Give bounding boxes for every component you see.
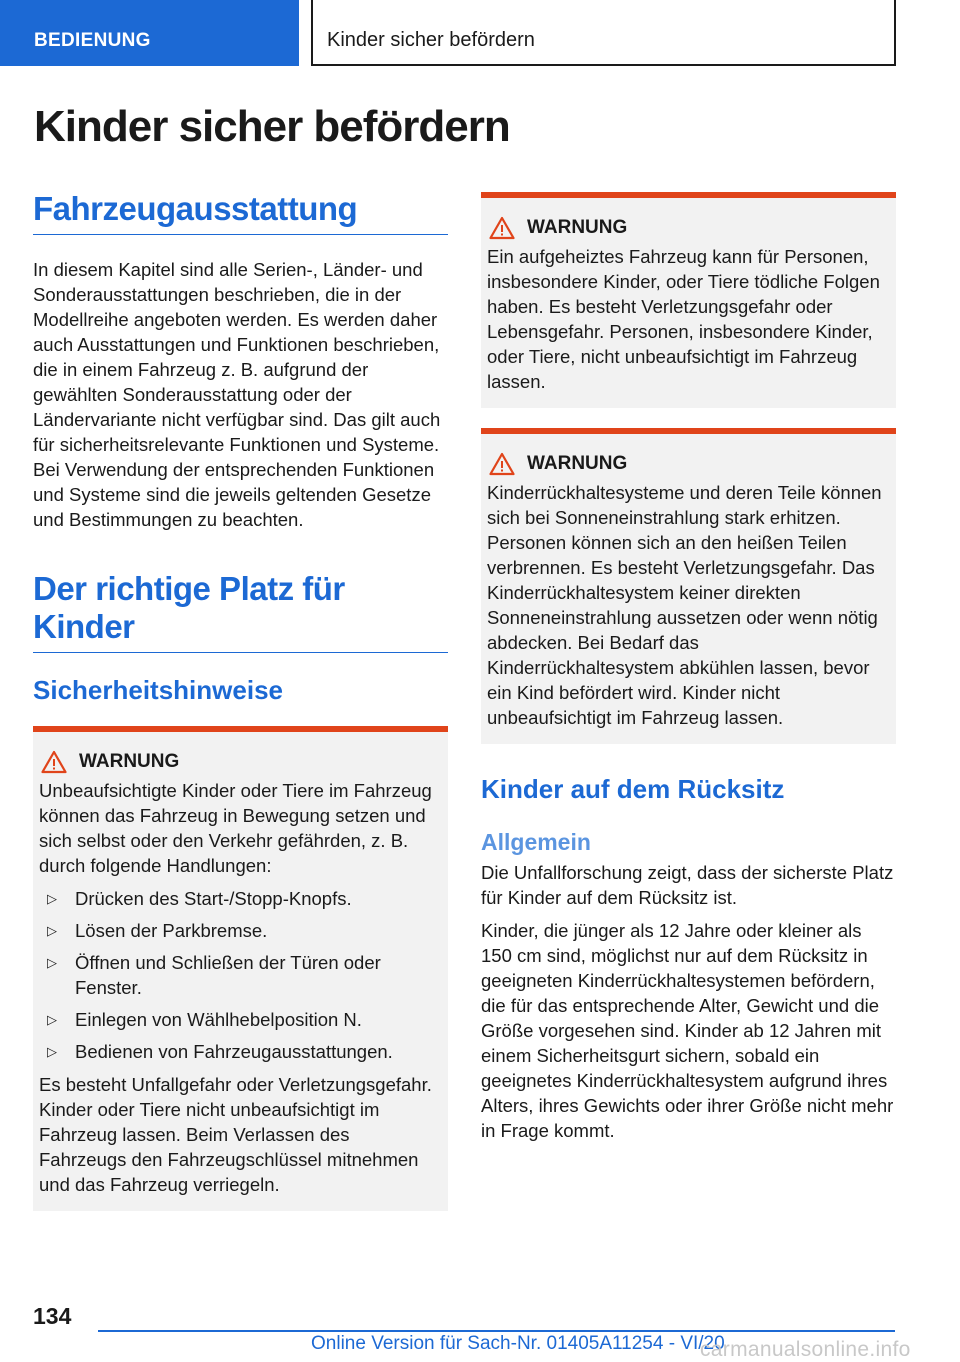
bullet-triangle-icon: ▷ bbox=[47, 891, 57, 906]
heading-allgemein: Allgemein bbox=[481, 829, 591, 855]
warning-box-aufgeheizt bbox=[481, 192, 896, 408]
warning-title: WARNUNG bbox=[79, 751, 180, 772]
paragraph-unfallforschung: Die Unfallforschung zeigt, dass der sicherste Platz für Kinder auf dem Rücksitz ist. bbox=[481, 862, 894, 908]
warning-text: Kinderrückhaltesysteme und deren Teile können sich bei Sonneneinstrahlung stark erhitzen. Personen können sich an den heißen Teilen verbrennen. Es besteht Verletzungsgefahr. Das Kinderrückhaltesystem keiner direkten Sonneneinstrahlung aussetzen oder wenn nötig abdecken. Bei Bedarf das Kinderrückhaltesystem abkühlen lassen, bevor ein Kind befördert wird. Kinder nicht unbeaufsichtigt im Fahrzeug lassen. bbox=[487, 482, 882, 728]
warning-header bbox=[487, 450, 890, 478]
list-item-text: Einlegen von Wählhebelposition N. bbox=[75, 1009, 362, 1030]
bullet-triangle-icon: ▷ bbox=[47, 955, 57, 970]
paragraph-kinder-alter: Kinder, die jünger als 12 Jahre oder kleiner als 150 cm sind, möglichst nur auf dem Rücksitz in geeigneten Kinderrückhaltesystemen befördern, die für das entsprechende Alter, Gewicht und die Größe vorgesehen sind. Kinder ab 12 Jahren mit einem Sicherheitsgurt sichern, sobald ein geeignetes Kinderrückhaltesystem aufgrund ihres Alters, ihres Gewichts oder ihrer Größe nicht mehr in Frage kommt. bbox=[481, 920, 894, 1141]
list-item bbox=[39, 918, 442, 943]
warning-triangle-icon bbox=[489, 452, 515, 476]
header-section-tab: BEDIENUNG bbox=[0, 0, 299, 66]
warning-intro: Unbeaufsichtigte Kinder oder Tiere im Fahrzeug können das Fahrzeug in Bewegung setzen und sich selbst oder den Verkehr gefährden, z. B. durch folgende Handlungen: bbox=[39, 780, 432, 876]
left-column bbox=[33, 190, 448, 1211]
warning-box-unbeaufsichtigt bbox=[33, 726, 448, 1211]
heading-fahrzeugausstattung: Fahrzeugausstattung bbox=[33, 190, 448, 235]
bullet-triangle-icon: ▷ bbox=[47, 1012, 57, 1027]
footer-version-text: Online Version für Sach-Nr. 01405A11254 - VI/20 bbox=[311, 1333, 725, 1354]
warning-text: Ein aufgeheiztes Fahrzeug kann für Personen, insbesondere Kinder, oder Tiere tödliche Folgen haben. Es besteht Verletzungsgefahr oder Lebensgefahr. Personen, insbesondere Kinder, oder Tiere, nicht unbeaufsichtigt im Fahrzeug lassen. bbox=[487, 246, 880, 392]
heading-richtiger-platz: Der richtige Platz für Kinder bbox=[33, 570, 448, 653]
warning-outro: Es besteht Unfallgefahr oder Verletzungsgefahr. Kinder oder Tiere nicht unbeaufsichtigt im Fahrzeug lassen. Beim Verlassen des Fahrzeugs den Fahrzeugschlüssel mitnehmen und das Fahrzeug verriegeln. bbox=[39, 1074, 432, 1195]
bullet-triangle-icon: ▷ bbox=[47, 1044, 57, 1059]
warning-box-sonneneinstrahlung bbox=[481, 428, 896, 744]
list-item-text: Drücken des Start-/Stopp-Knopfs. bbox=[75, 888, 352, 909]
list-item bbox=[39, 886, 442, 911]
heading-sicherheitshinweise: Sicherheitshinweise bbox=[33, 675, 283, 705]
header-chapter-tab: Kinder sicher befördern bbox=[311, 0, 896, 66]
list-item bbox=[39, 950, 442, 1000]
list-item-text: Öffnen und Schließen der Türen oder Fenster. bbox=[75, 952, 381, 998]
list-item-text: Bedienen von Fahrzeugausstattungen. bbox=[75, 1041, 393, 1062]
list-item-text: Lösen der Parkbremse. bbox=[75, 920, 268, 941]
list-item bbox=[39, 1039, 442, 1064]
warning-title: WARNUNG bbox=[527, 453, 628, 474]
bullet-triangle-icon: ▷ bbox=[47, 923, 57, 938]
list-item bbox=[39, 1007, 442, 1032]
warning-header bbox=[487, 214, 890, 242]
footer-divider bbox=[98, 1330, 895, 1332]
right-column bbox=[481, 192, 896, 1143]
page-number: 134 bbox=[33, 1303, 72, 1329]
watermark: carmanualsonline.info bbox=[700, 1338, 911, 1361]
paragraph-fahrzeugausstattung: In diesem Kapitel sind alle Serien-, Länder- und Sonderausstattungen beschrieben, die in der Modellreihe angeboten werden. Es werden daher auch Ausstattungen und Funktionen beschrieben, die in einem Fahrzeug z. B. aufgrund der gewählten Sonderausstattung oder der Ländervariante nicht verfügbar sind. Das gilt auch für sicherheitsrelevante Funktionen und Systeme. Bei Verwendung der entsprechenden Funktionen und Systeme sind die jeweils geltenden Gesetze und Bestimmungen zu beachten. bbox=[33, 259, 441, 530]
heading-kinder-ruecksitz: Kinder auf dem Rücksitz bbox=[481, 774, 785, 804]
warning-header bbox=[39, 748, 442, 776]
warning-title: WARNUNG bbox=[527, 217, 628, 238]
warning-triangle-icon bbox=[41, 750, 67, 774]
warning-list bbox=[39, 886, 442, 1064]
warning-triangle-icon bbox=[489, 216, 515, 240]
page-title: Kinder sicher befördern bbox=[34, 102, 510, 151]
